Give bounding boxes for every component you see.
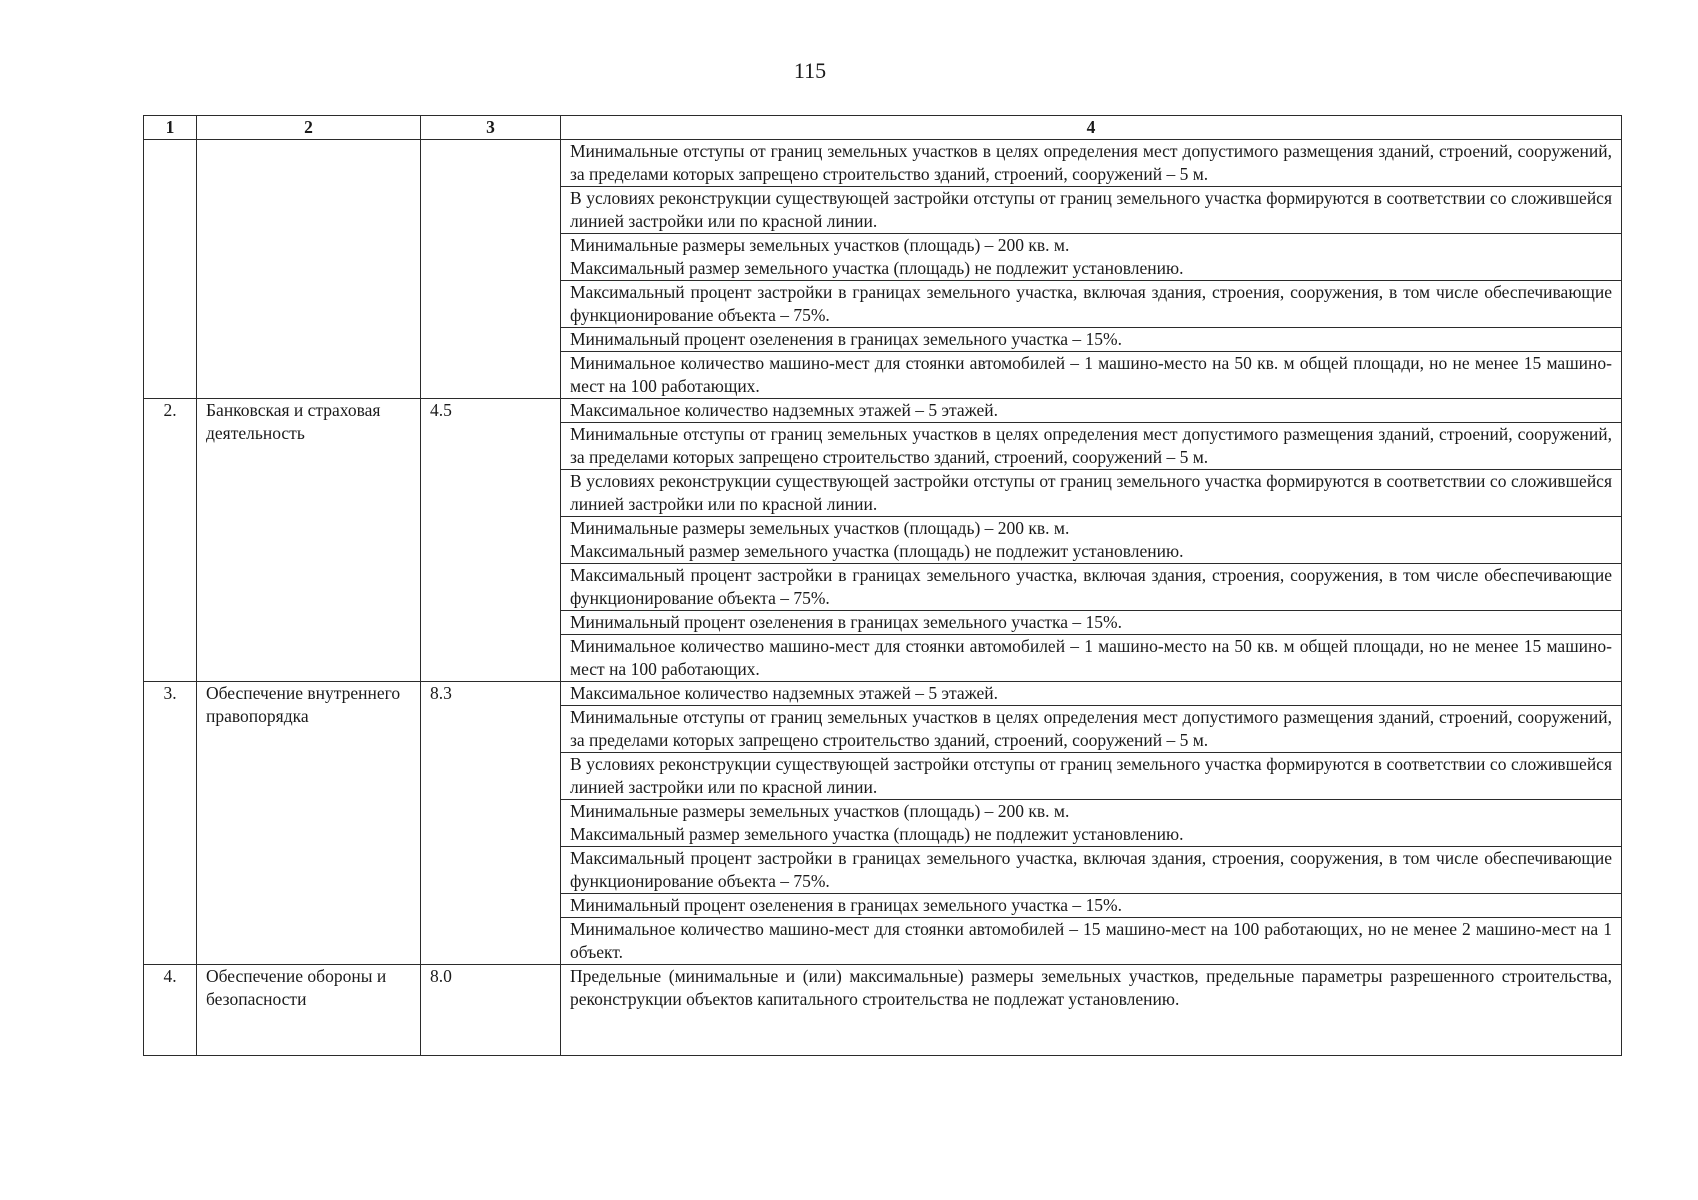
requirement-text: Минимальный процент озеленения в границах земельного участка – 15%. [570,895,1122,915]
requirement-text: Максимальное количество надземных этажей – 5 этажей. [570,400,999,420]
land-use-code-cell [421,140,561,399]
zoning-parameters-table [143,115,1622,1056]
requirement-cell [561,328,1622,352]
row-number-cell [144,140,197,399]
requirement-text: Предельные (минимальные и (или) максимальные) размеры земельных участков, предельные параметры разрешенного строительства, реконструкции объектов капитального строительства не подлежат установлению. [570,966,1612,1009]
row-number-cell: 2. [144,399,197,682]
land-use-name-cell: Обеспечение внутреннего правопорядка [197,682,421,965]
requirement-cell [561,140,1622,187]
land-use-code-cell: 4.5 [421,399,561,682]
land-use-name-cell [197,140,421,399]
land-use-name-cell: Обеспечение обороны и безопасности [197,965,421,1056]
land-use-code-cell: 8.3 [421,682,561,965]
requirement-text: Максимальное количество надземных этажей – 5 этажей. [570,683,999,703]
requirement-cell [561,800,1622,847]
column-header-2: 2 [197,116,421,140]
requirement-text: Минимальное количество машино-мест для стоянки автомобилей – 15 машино-мест на 100 работающих, но не менее 2 машино-мест на 1 объект. [570,919,1612,962]
requirement-text: Минимальные отступы от границ земельных участков в целях определения мест допустимого размещения зданий, строений, сооружений, за пределами которых запрещено строительство зданий, строений, сооружений – 5 м. [570,424,1612,467]
table-row [144,140,1622,187]
requirement-cell [561,706,1622,753]
row-number-cell: 3. [144,682,197,965]
requirement-cell [561,918,1622,965]
requirement-cell [561,423,1622,470]
requirement-text: Минимальные отступы от границ земельных участков в целях определения мест допустимого размещения зданий, строений, сооружений, за пределами которых запрещено строительство зданий, строений, сооружений – 5 м. [570,707,1612,750]
column-header-1: 1 [144,116,197,140]
table-header-row [144,116,1622,140]
requirement-text: В условиях реконструкции существующей застройки отступы от границ земельного участка формируются в соответствии со сложившейся линией застройки или по красной линии. [570,471,1612,514]
requirement-cell [561,399,1622,423]
requirement-cell [561,635,1622,682]
requirement-text: Минимальный процент озеленения в границах земельного участка – 15%. [570,612,1122,632]
requirement-cell [561,470,1622,517]
requirement-text: Максимальный процент застройки в границах земельного участка, включая здания, строения, сооружения, в том числе обеспечивающие функционирование объекта – 75%. [570,282,1612,325]
table-row [144,399,1622,423]
requirement-text: Минимальное количество машино-мест для стоянки автомобилей – 1 машино-место на 50 кв. м общей площади, но не менее 15 машино-мест на 100 работающих. [570,636,1612,679]
requirement-text: Минимальный процент озеленения в границах земельного участка – 15%. [570,329,1122,349]
requirement-text: Максимальный процент застройки в границах земельного участка, включая здания, строения, сооружения, в том числе обеспечивающие функционирование объекта – 75%. [570,565,1612,608]
column-header-3: 3 [421,116,561,140]
requirement-text: Минимальные размеры земельных участков (площадь) – 200 кв. м. [570,801,1070,821]
requirement-text: В условиях реконструкции существующей застройки отступы от границ земельного участка формируются в соответствии со сложившейся линией застройки или по красной линии. [570,754,1612,797]
row-number-cell: 4. [144,965,197,1056]
requirement-cell [561,847,1622,894]
requirement-cell [561,753,1622,800]
requirement-text: Максимальный процент застройки в границах земельного участка, включая здания, строения, сооружения, в том числе обеспечивающие функционирование объекта – 75%. [570,848,1612,891]
requirement-text: Максимальный размер земельного участка (площадь) не подлежит установлению. [570,541,1184,561]
table-body [144,140,1622,1056]
requirement-cell [561,281,1622,328]
requirement-text: Минимальное количество машино-мест для стоянки автомобилей – 1 машино-место на 50 кв. м общей площади, но не менее 15 машино-мест на 100 работающих. [570,353,1612,396]
requirement-text: Максимальный размер земельного участка (площадь) не подлежит установлению. [570,258,1184,278]
requirement-text: Максимальный размер земельного участка (площадь) не подлежит установлению. [570,824,1184,844]
requirement-cell [561,187,1622,234]
requirement-cell [561,352,1622,399]
table-row [144,965,1622,1056]
requirement-text: Минимальные отступы от границ земельных участков в целях определения мест допустимого размещения зданий, строений, сооружений, за пределами которых запрещено строительство зданий, строений, сооружений – 5 м. [570,141,1612,184]
column-header-4: 4 [561,116,1622,140]
table-row [144,682,1622,706]
requirement-text: В условиях реконструкции существующей застройки отступы от границ земельного участка формируются в соответствии со сложившейся линией застройки или по красной линии. [570,188,1612,231]
land-use-name-cell: Банковская и страховая деятельность [197,399,421,682]
requirement-text: Минимальные размеры земельных участков (площадь) – 200 кв. м. [570,518,1070,538]
requirement-cell [561,894,1622,918]
land-use-code-cell: 8.0 [421,965,561,1056]
requirement-cell [561,611,1622,635]
requirement-cell [561,564,1622,611]
requirement-cell [561,965,1622,1056]
requirement-cell [561,682,1622,706]
requirement-text: Минимальные размеры земельных участков (площадь) – 200 кв. м. [570,235,1070,255]
page-number: 115 [793,58,827,83]
requirement-cell [561,234,1622,281]
requirement-cell [561,517,1622,564]
